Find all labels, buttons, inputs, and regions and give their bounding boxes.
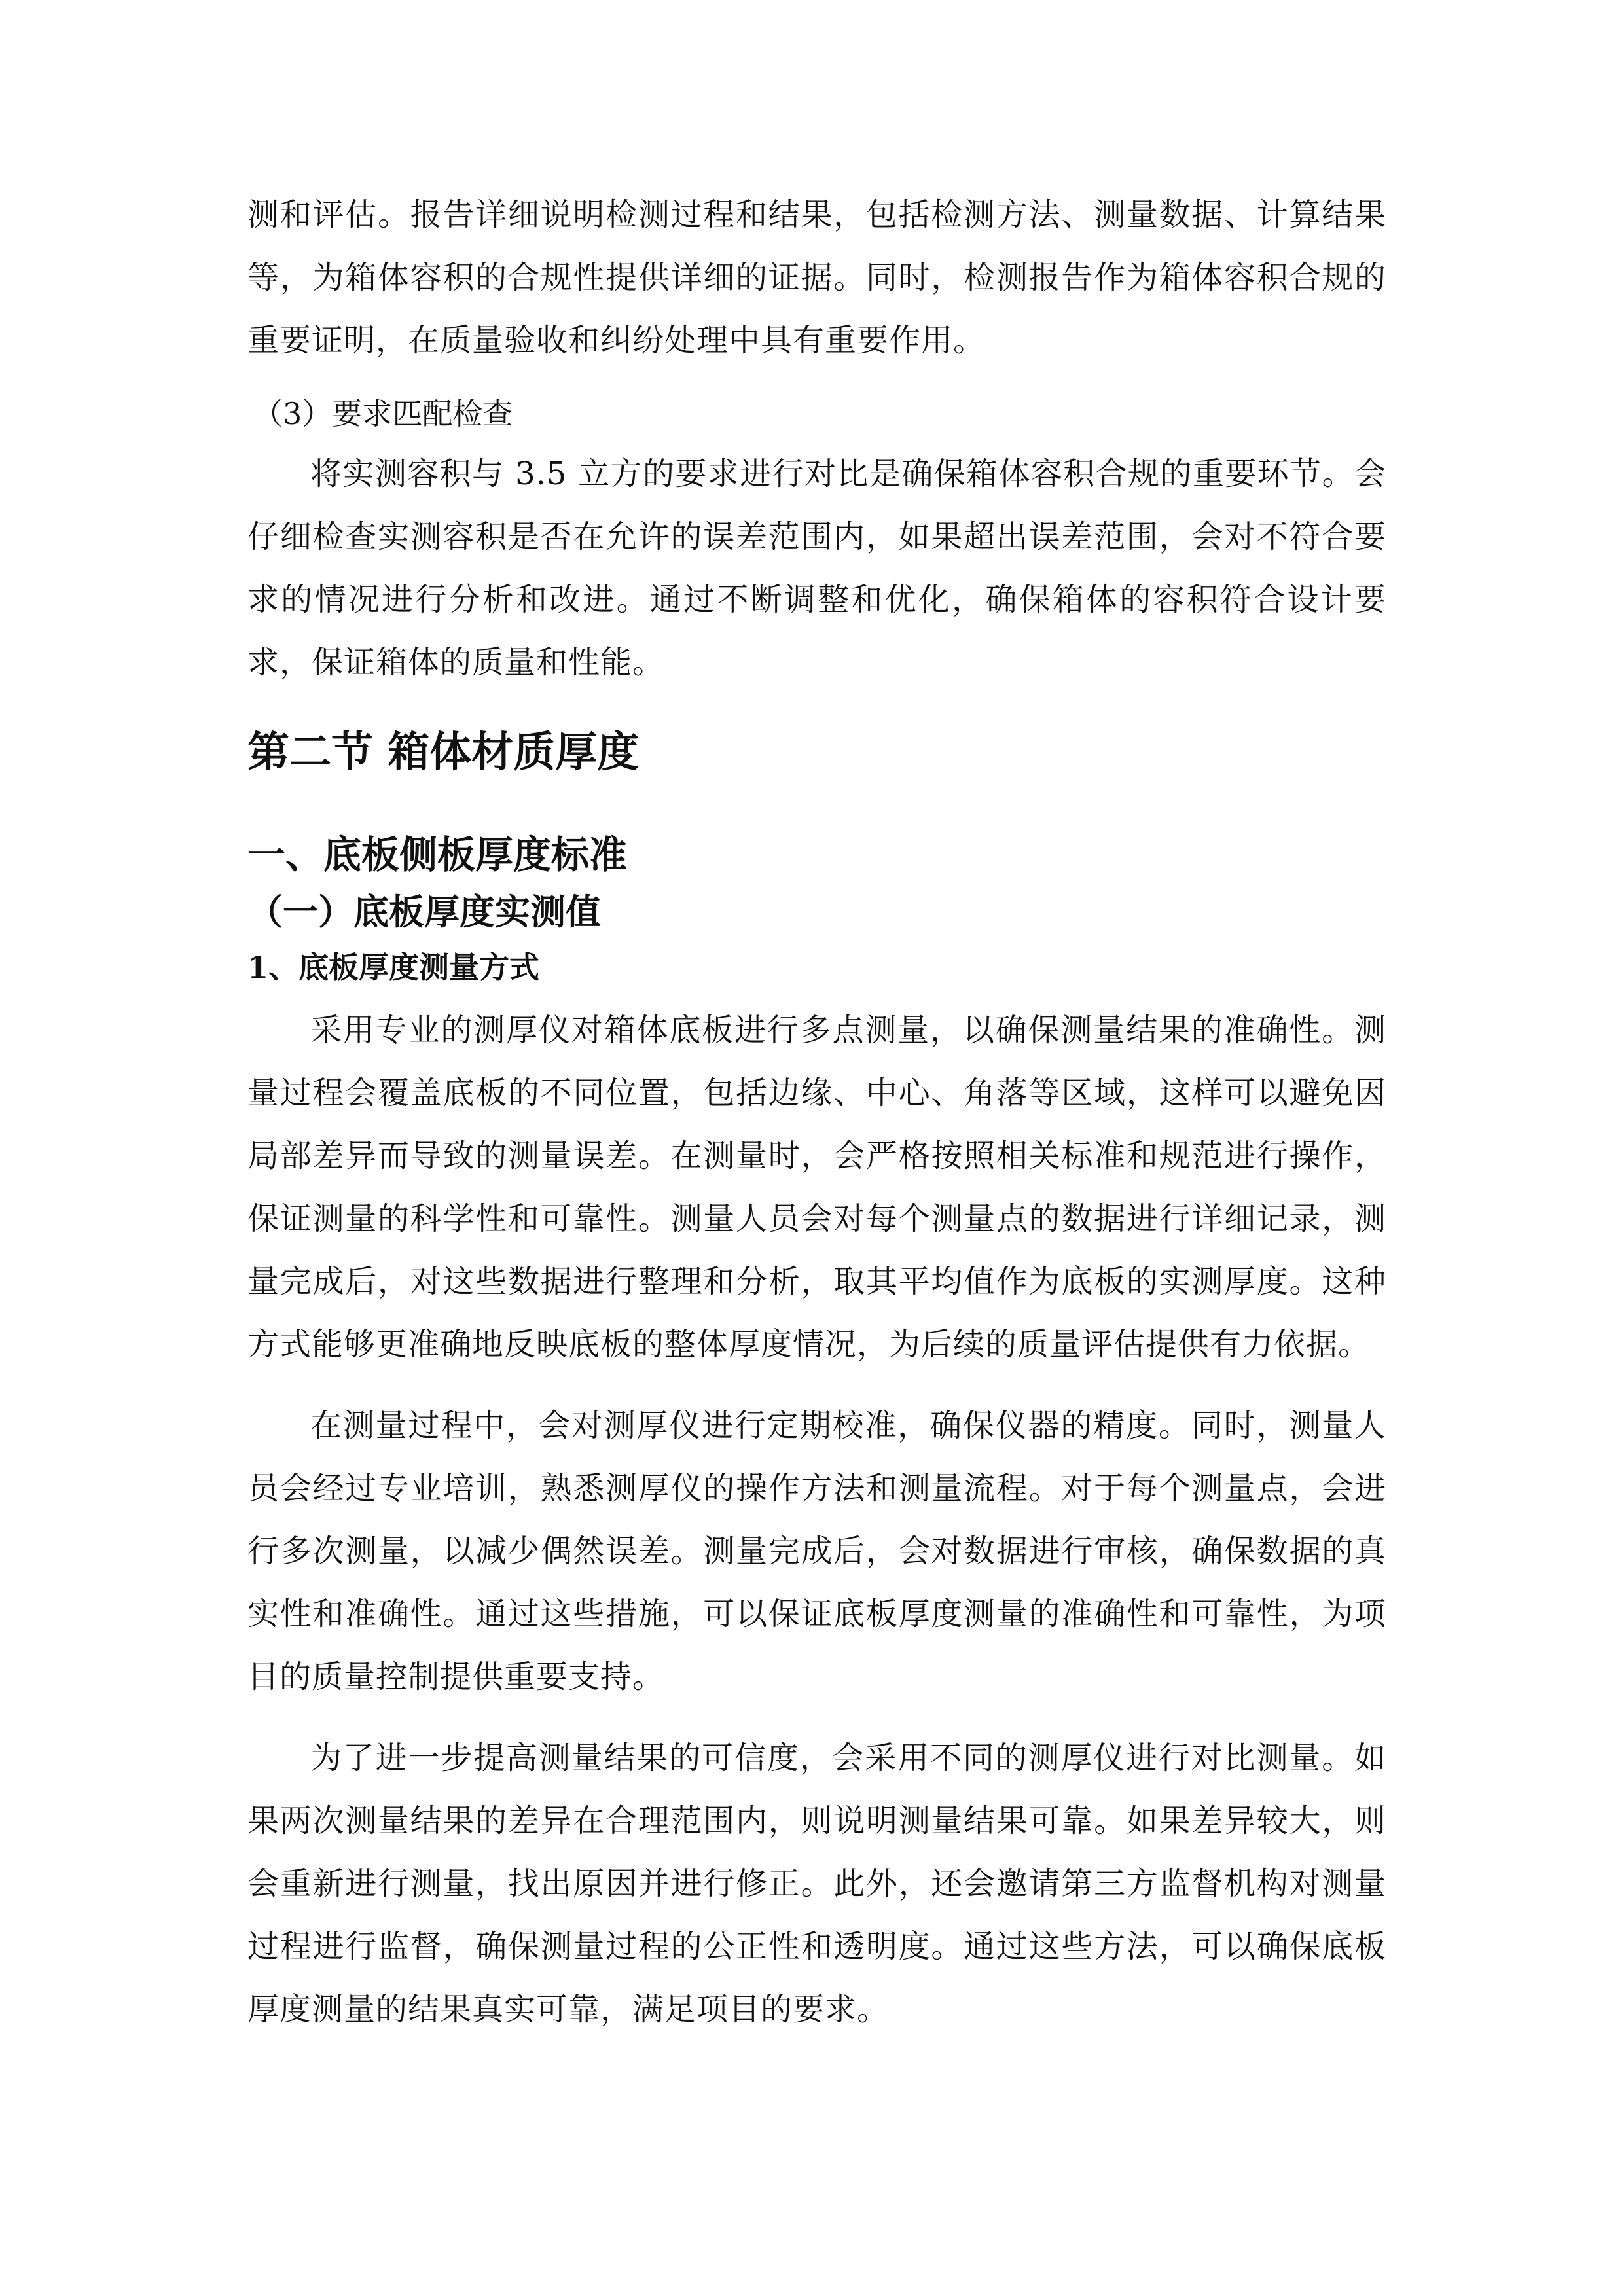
heading-level-1: 一、底板侧板厚度标准 bbox=[247, 833, 628, 877]
item-3-label: （3）要求匹配检查 bbox=[253, 396, 513, 431]
item-3-paragraph: 将实测容积与 3.5 立方的要求进行对比是确保箱体容积合规的重要环节。会仔细检查实测容积是否在允许的误差范围内，如果超出误差范围，会对不符合要求的情况进行分析和改进。通过不断调整和优化，确保箱体的容积符合设计要求，保证箱体的质量和性能。 bbox=[247, 456, 1386, 681]
heading-level-3: 1、底板厚度测量方式 bbox=[247, 950, 540, 985]
body-paragraph-1: 采用专业的测厚仪对箱体底板进行多点测量，以确保测量结果的准确性。测量过程会覆盖底板的不同位置，包括边缘、中心、角落等区域，这样可以避免因局部差异而导致的测量误差。在测量时，会严格按照相关标准和规范进行操作，保证测量的科学性和可靠性。测量人员会对每个测量点的数据进行详细记录，测量完成后，对这些数据进行整理和分析，取其平均值作为底板的实测厚度。这种方式能够更准确地反映底板的整体厚度情况，为后续的质量评估提供有力依据。 bbox=[247, 1012, 1386, 1363]
intro-paragraph: 测和评估。报告详细说明检测过程和结果，包括检测方法、测量数据、计算结果等，为箱体容积的合规性提供详细的证据。同时，检测报告作为箱体容积合规的重要证明，在质量验收和纠纷处理中具有重要作用。 bbox=[247, 196, 1386, 359]
document-page bbox=[247, 183, 1386, 2041]
heading-level-2: （一）底板厚度实测值 bbox=[247, 891, 601, 933]
section-title: 第二节 箱体材质厚度 bbox=[247, 728, 640, 777]
body-paragraph-3: 为了进一步提高测量结果的可信度，会采用不同的测厚仪进行对比测量。如果两次测量结果的差异在合理范围内，则说明测量结果可靠。如果差异较大，则会重新进行测量，找出原因并进行修正。此外，还会邀请第三方监督机构对测量过程进行监督，确保测量过程的公正性和透明度。通过这些方法，可以确保底板厚度测量的结果真实可靠，满足项目的要求。 bbox=[247, 1740, 1386, 2028]
body-paragraph-2: 在测量过程中，会对测厚仪进行定期校准，确保仪器的精度。同时，测量人员会经过专业培训，熟悉测厚仪的操作方法和测量流程。对于每个测量点，会进行多次测量，以减少偶然误差。测量完成后，会对数据进行审核，确保数据的真实性和准确性。通过这些措施，可以保证底板厚度测量的准确性和可靠性，为项目的质量控制提供重要支持。 bbox=[247, 1407, 1386, 1695]
